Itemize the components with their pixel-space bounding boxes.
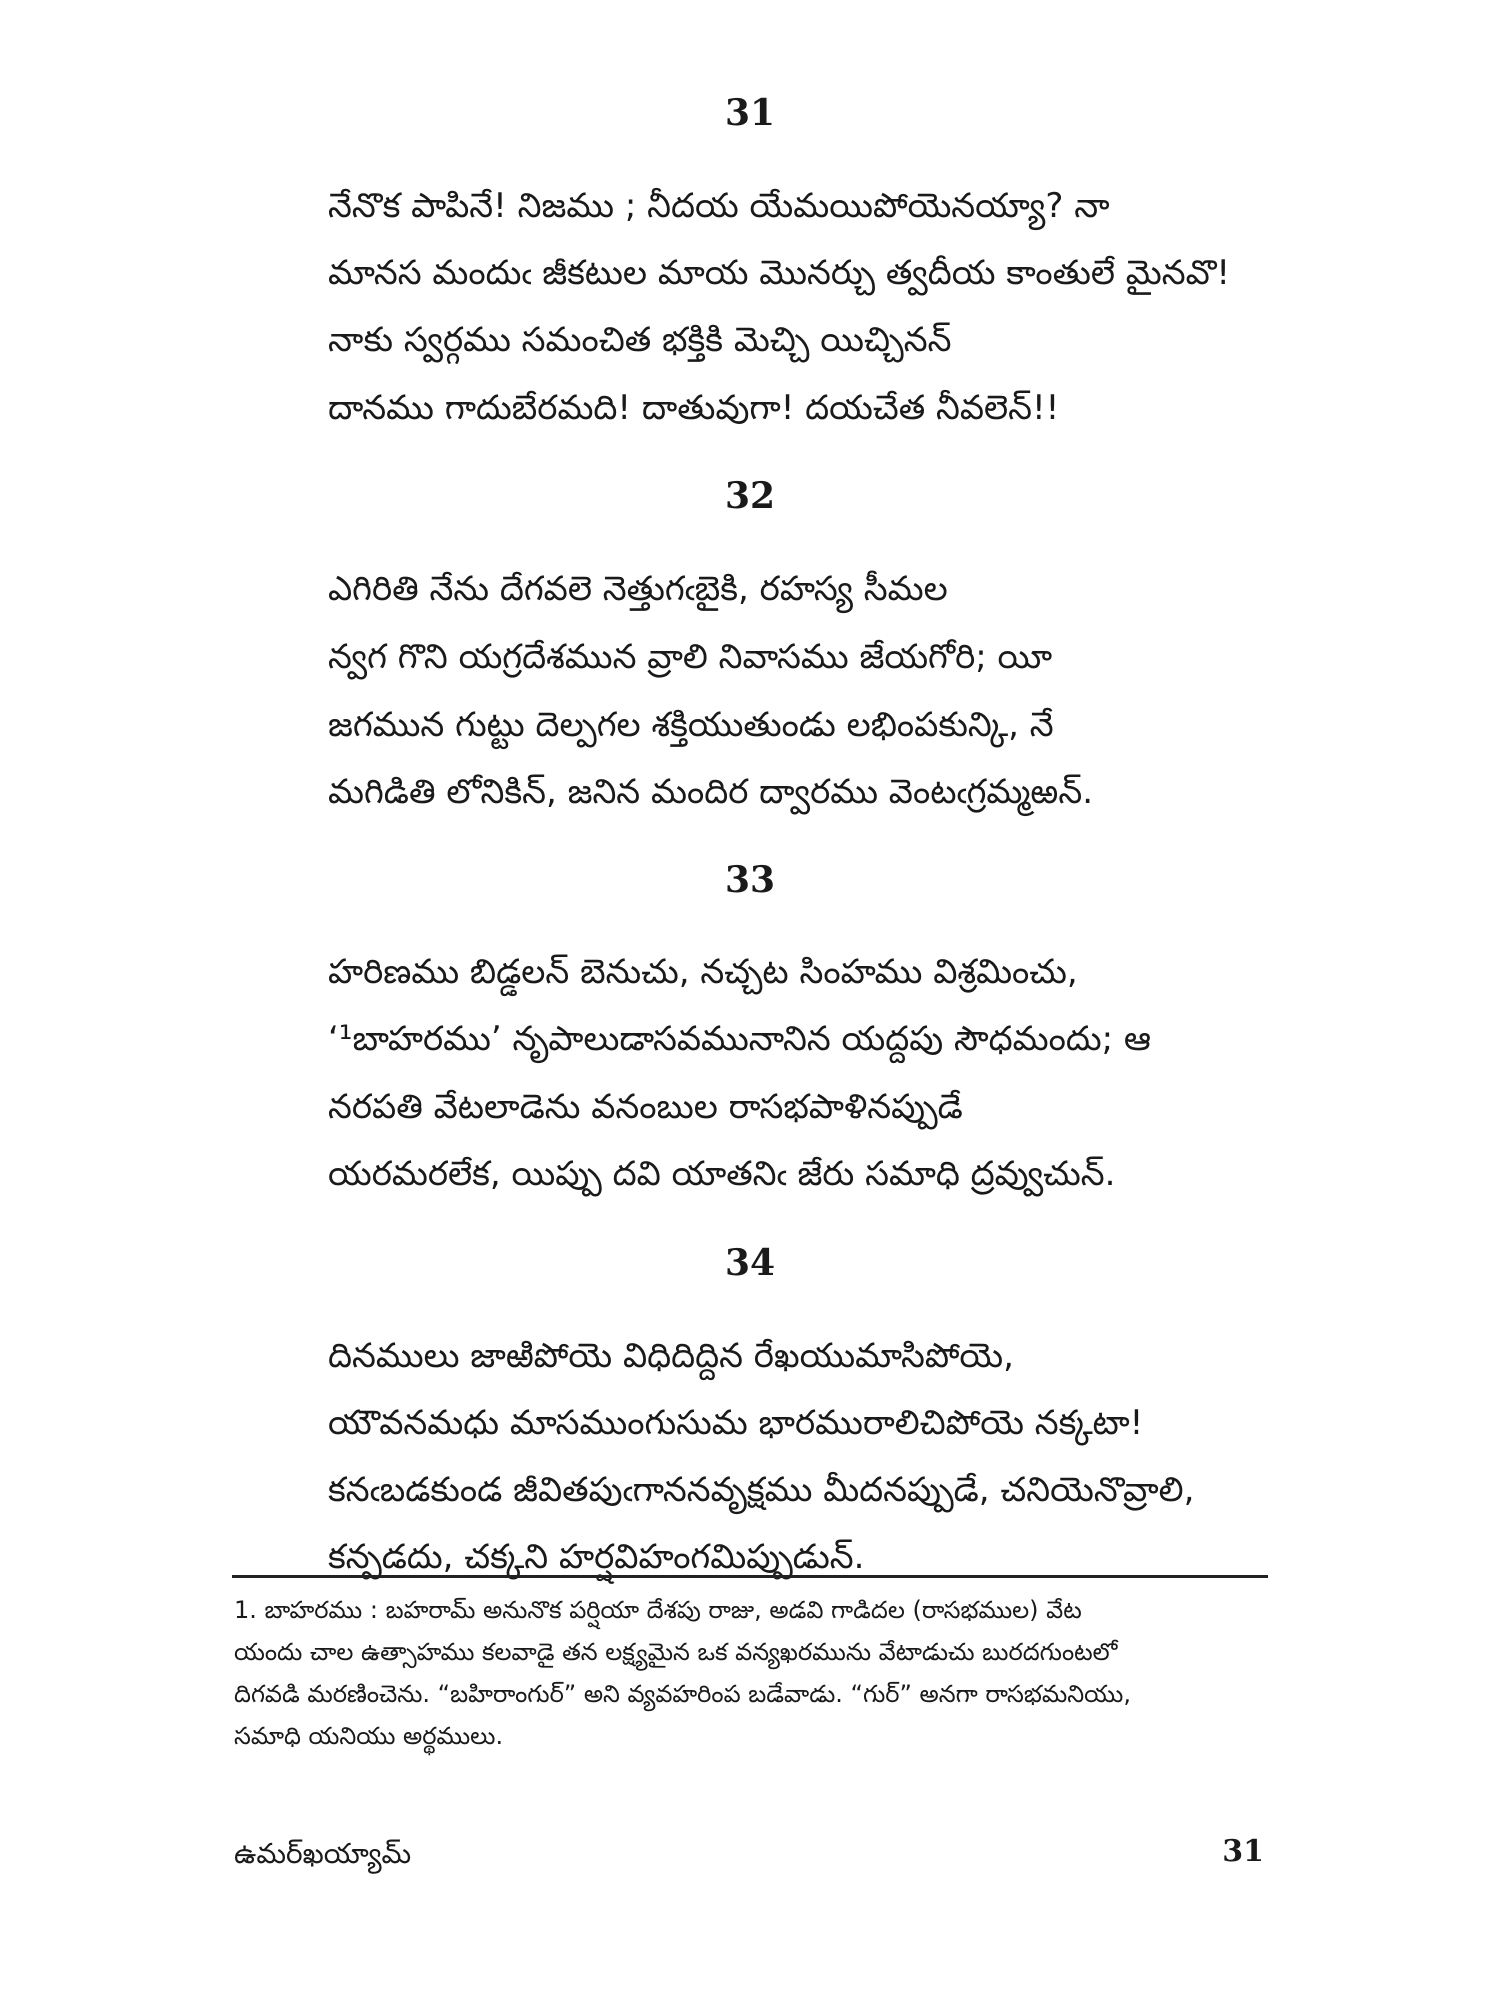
verse-line: నరపతి వేటలాడెను వనంబుల రాసభపాళినప్పుడే [328,1087,963,1127]
verse-line: ‘¹బాహరము’ నృపాలుడాసవమునానిన యద్దపు సౌధమందు; ఆ [328,1019,1152,1059]
stanza-number: 34 [724,1242,776,1284]
verse-line: నేనొక పాపినే! నిజము ; నీదయ యేమయిపోయెనయ్యా? నా [328,186,1110,226]
footnote-divider [232,1575,1268,1578]
verse-line: దినములు జాఱిపోయె విధిదిద్దిన రేఖయుమాసిపోయె, [328,1336,1014,1376]
verse-line: కనఁబడకుండ జీవితపుఁగాననవృక్షము మీదనప్పుడే, చనియెనొవ్రాలి, [328,1470,1195,1510]
verse-line: నాకు స్వర్గము సమంచిత భక్తికి మెచ్చి యిచ్చినన్ [328,320,952,360]
footnote-line: యందు చాల ఉత్సాహము కలవాడై తన లక్ష్యమైన ఒక వన్యఖరమును వేటాడుచు బురదగుంటలో [234,1638,1118,1666]
footnote-line: దిగవడి మరణించెను. “బహిరాంగుర్” అని వ్యవహరింప బడేవాడు. “గుర్” అనగా రాసభమనియు, [234,1680,1131,1708]
footnote-line: 1. బాహరము : బహరామ్ అనునొక పర్షియా దేశపు రాజు, అడవి గాడిదల (రాసభముల) వేట [234,1596,1082,1624]
stanza-number: 32 [724,475,776,517]
running-footer-title: ఉమర్‌ఖయ్యామ్ [234,1837,412,1870]
verse-line: మగిడితి లోనికిన్, జనిన మందిర ద్వారము వెంటఁగ్రమ్మఱన్. [328,772,1094,812]
verse-line: జగమున గుట్టు దెల్పగల శక్తియుతుండు లభింపకున్కి, నే [328,705,1054,745]
verse-line: న్వగ గొని యగ్రదేశమున వ్రాలి నివాసము జేయగోరి; యీ [328,637,1053,677]
verse-line: దానము గాదుబేరమది! దాతువుగా! దయచేత నీవలెన్!! [328,388,1060,428]
verse-line: యౌవనమధు మాసముంగుసుమ భారమురాలిచిపోయె నక్కటా! [328,1403,1144,1443]
verse-line: ఎగిరితి నేను దేగవలె నెత్తుగఁబైకి, రహస్య సీమల [328,569,948,609]
page-number: 31 [1222,1834,1264,1869]
verse-line: హరిణము బిడ్డలన్ బెనుచు, నచ్చట సింహము విశ్రమించు, [328,952,1078,992]
stanza-number: 31 [724,92,776,134]
verse-line: మానస మందుఁ జీకటుల మాయ మొనర్చు త్వదీయ కాంతులే మైనవొ! [328,253,1231,293]
verse-line: కన్పడదు, చక్కని హర్షవిహంగమిప్పుడున్. [328,1537,865,1577]
stanza-number: 33 [724,859,776,901]
verse-line: యరమరలేక, యిప్పు దవి యాతనిఁ జేరు సమాధి ద్రవ్వుచున్. [328,1154,1116,1194]
footnote-line: సమాధి యనియు అర్థములు. [234,1722,504,1750]
